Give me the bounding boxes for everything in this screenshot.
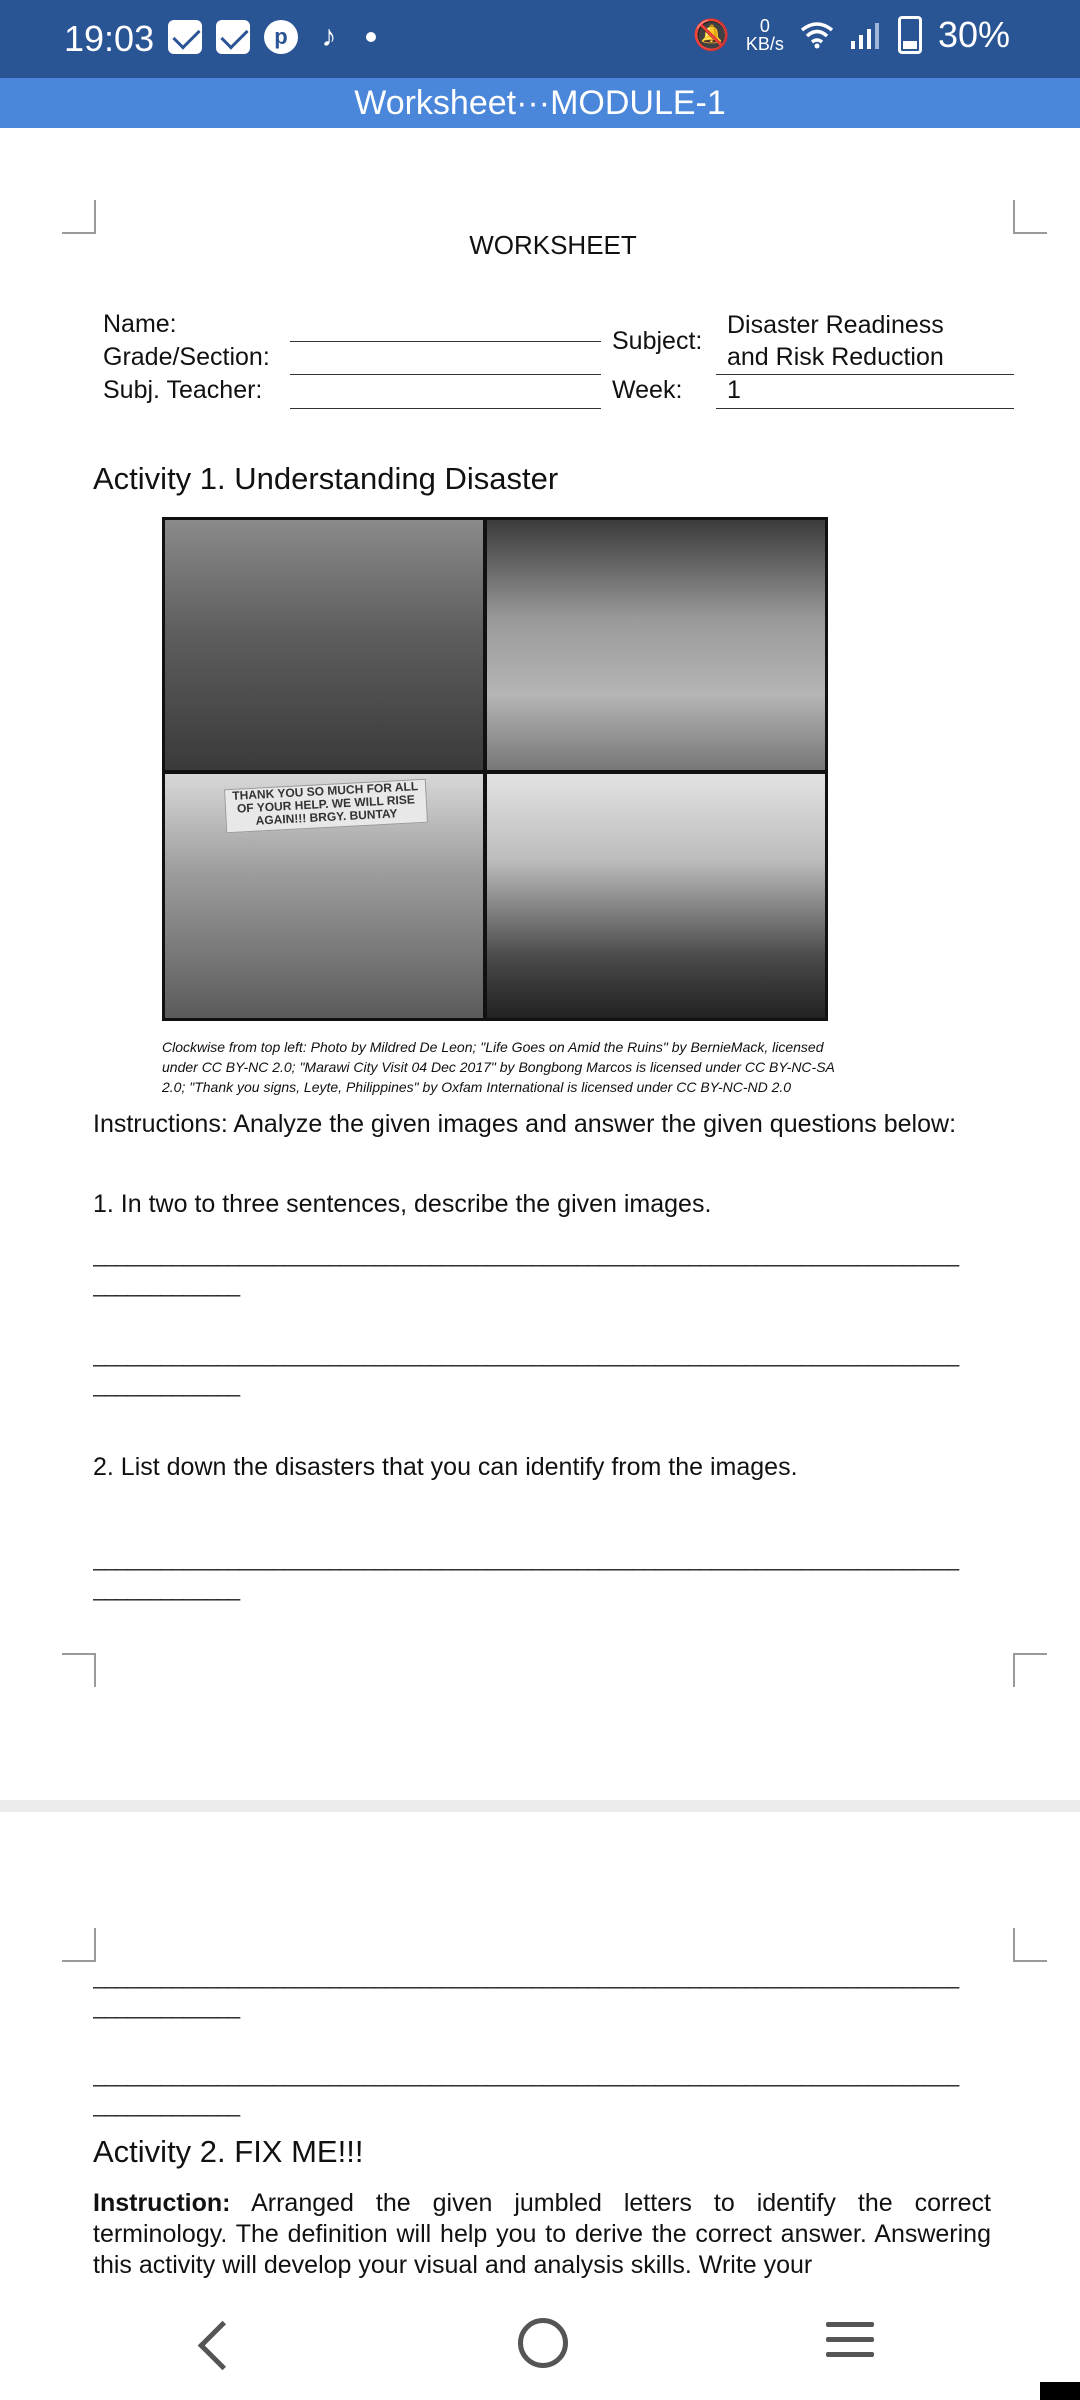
dot-icon bbox=[366, 32, 376, 42]
navigation-bar bbox=[0, 2300, 1080, 2400]
page-corner-mark bbox=[1013, 1653, 1047, 1687]
subject-value-line1: Disaster Readiness bbox=[727, 311, 944, 339]
home-icon[interactable] bbox=[518, 2318, 568, 2368]
subject-label: Subject: bbox=[612, 327, 703, 355]
page-corner-mark bbox=[62, 1928, 96, 1962]
answer-line: _____________ bbox=[93, 1372, 240, 1397]
answer-line: _____________ bbox=[93, 1576, 240, 1601]
network-speed bbox=[746, 17, 784, 53]
name-label: Name: bbox=[103, 310, 177, 338]
mute-icon: 🔕 bbox=[692, 18, 730, 52]
answer-line: _____________________________________________________________________________ bbox=[93, 1964, 959, 1989]
answer-line: _____________________________________________________________________________ bbox=[93, 2062, 959, 2087]
mail-icon bbox=[216, 20, 250, 54]
answer-line: _____________________________________________________________________________ bbox=[93, 1546, 959, 1571]
page-separator bbox=[0, 1800, 1080, 1812]
figure-caption: Clockwise from top left: Photo by Mildred De Leon; "Life Goes on Amid the Ruins" by BernieMack, licensed under CC BY-NC 2.0; "Marawi City Visit 04 Dec 2017" by Bongbong Marcos is licensed under CC BY-NC-SA 2.0; "Thank you signs, Leyte, Philippines" by Oxfam International is licensed under CC BY-NC-ND 2.0 bbox=[162, 1039, 835, 1095]
status-bar bbox=[0, 0, 1080, 78]
week-value: 1 bbox=[727, 376, 741, 404]
activity2-instruction bbox=[93, 2188, 991, 2281]
mail-icon bbox=[168, 20, 202, 54]
screen-corner-artifact bbox=[1040, 2382, 1080, 2400]
marawi-city-photo bbox=[487, 774, 825, 1018]
question-1: 1. In two to three sentences, describe the given images. bbox=[93, 1190, 712, 1218]
week-line bbox=[716, 408, 1014, 409]
question-2: 2. List down the disasters that you can identify from the images. bbox=[93, 1453, 798, 1481]
battery-percent: 30% bbox=[937, 14, 1010, 55]
page-corner-mark bbox=[1013, 200, 1047, 234]
answer-line: _____________________________________________________________________________ bbox=[93, 1242, 959, 1267]
worksheet-heading: WORKSHEET bbox=[469, 230, 637, 260]
page-corner-mark bbox=[62, 1653, 96, 1687]
system-icons bbox=[693, 14, 1010, 56]
teacher-line bbox=[290, 408, 601, 409]
back-icon[interactable] bbox=[198, 2321, 247, 2370]
network-speed-value: 0 bbox=[759, 16, 770, 36]
network-speed-unit: KB/s bbox=[745, 34, 784, 54]
answer-line: _____________________________________________________________________________ bbox=[93, 1342, 959, 1367]
notification-icons bbox=[168, 20, 376, 54]
tiktok-icon: ♪ bbox=[321, 20, 337, 53]
flood-photo bbox=[165, 520, 483, 770]
activity2-title: Activity 2. FIX ME!!! bbox=[93, 2134, 364, 2169]
battery-icon bbox=[898, 16, 922, 54]
teacher-label: Subj. Teacher: bbox=[103, 376, 263, 404]
activity1-instructions bbox=[93, 1108, 993, 1140]
subject-line bbox=[716, 374, 1014, 375]
grade-line bbox=[290, 374, 601, 375]
activity1-title: Activity 1. Understanding Disaster bbox=[93, 461, 559, 496]
week-label: Week: bbox=[612, 376, 683, 404]
typhoon-street-photo bbox=[165, 774, 483, 1018]
page-corner-mark bbox=[62, 200, 96, 234]
name-line bbox=[290, 341, 601, 342]
disaster-photo-collage bbox=[162, 517, 828, 1021]
instruction-text: Arranged the given jumbled letters to identify the correct terminology. The definition will help you to derive the correct answer. Answering this activity will develop your visual and analysis skills. Write your bbox=[93, 2189, 991, 2279]
grade-label: Grade/Section: bbox=[103, 343, 270, 371]
instructions-text: Analyze the given images and answer the given questions below: bbox=[227, 1110, 957, 1138]
thank-you-banner: THANK YOU SO MUCH FOR ALL OF YOUR HELP. WE WILL RISE AGAIN!!! BRGY. BUNTAY bbox=[224, 779, 428, 834]
document-title: Worksheet···MODULE-1 bbox=[354, 84, 726, 122]
document-title-bar[interactable] bbox=[0, 78, 1080, 128]
menu-icon[interactable] bbox=[826, 2322, 874, 2367]
status-time: 19:03 bbox=[64, 18, 155, 59]
signal-icon bbox=[850, 21, 882, 49]
instruction-label: Instruction: bbox=[93, 2189, 231, 2217]
instructions-label: Instructions: bbox=[93, 1110, 228, 1138]
answer-line: _____________ bbox=[93, 1994, 240, 2019]
answer-line: _____________ bbox=[93, 1272, 240, 1297]
wifi-icon bbox=[800, 21, 834, 49]
subject-value-line2: and Risk Reduction bbox=[727, 343, 944, 371]
answer-line: _____________ bbox=[93, 2092, 240, 2117]
ruins-photo bbox=[487, 520, 825, 770]
page-corner-mark bbox=[1013, 1928, 1047, 1962]
pinterest-icon: p bbox=[264, 20, 298, 54]
